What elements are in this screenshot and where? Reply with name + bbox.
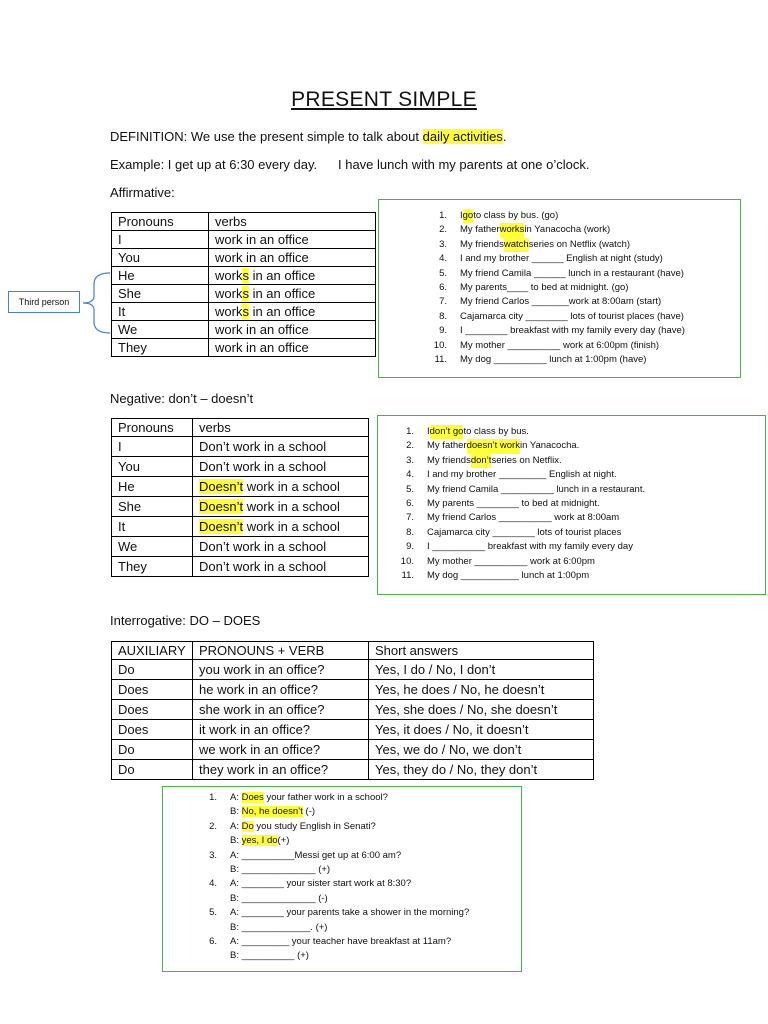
item-highlight: watch <box>504 238 529 252</box>
header-cell: Pronouns <box>112 213 209 231</box>
item-text: to class by bus. <box>463 426 529 437</box>
table-row <box>112 303 376 321</box>
answer-text: B: ______________ (+) <box>230 864 331 876</box>
item-text: Cajamarca city ________ lots of tourist places <box>427 526 622 538</box>
answer-text: B: ______________ (-) <box>230 892 328 904</box>
answer-highlight: No, he doesn’t <box>241 806 303 818</box>
item-number: 8. <box>439 310 447 322</box>
item-number: 6. <box>439 282 447 294</box>
verb-cell <box>209 321 376 339</box>
definition-highlight: daily activities <box>422 129 503 144</box>
definition-prefix: DEFINITION: We use the present simple to talk about <box>110 129 423 144</box>
third-person-bracket <box>80 270 112 336</box>
answer-line <box>205 949 521 963</box>
item-text: My friend Camila ______ lunch in a restaurant (have) <box>460 267 684 279</box>
pronoun-cell: We <box>112 321 209 339</box>
verb-ending-highlight: s <box>242 286 249 301</box>
auxiliary-cell: Does <box>112 720 193 740</box>
verb-cell <box>193 437 369 457</box>
item-text: My father <box>427 440 467 452</box>
verb-cell <box>193 537 369 557</box>
pronoun-cell: He <box>112 267 209 285</box>
negative-exercise-box <box>377 415 766 595</box>
list-item <box>400 555 765 569</box>
list-item <box>431 324 740 338</box>
table-row <box>112 740 594 760</box>
item-text: My dog ___________ lunch at 1:00pm <box>427 570 590 582</box>
verb-text: work <box>215 286 243 301</box>
item-number: 10. <box>400 555 414 567</box>
list-item <box>400 526 765 540</box>
question-text: A: <box>230 820 242 832</box>
item-text: I and my brother ______ English at night (study) <box>460 253 663 265</box>
item-number: 2. <box>439 224 447 236</box>
item-text: I and my brother _________ English at night. <box>427 469 617 481</box>
pronoun-cell: They <box>112 557 193 577</box>
header-cell: Pronouns <box>112 419 193 437</box>
question-highlight: Does <box>241 792 264 803</box>
negative-heading: Negative: don’t – doesn’t <box>110 391 254 406</box>
item-number: 1. <box>209 792 217 803</box>
item-highlight: go <box>463 209 474 223</box>
item-number: 3. <box>439 238 447 250</box>
verb-cell <box>193 557 369 577</box>
table-row <box>112 231 376 249</box>
answer-line <box>205 921 521 935</box>
list-item <box>431 339 740 353</box>
pronoun-cell: She <box>112 497 193 517</box>
question-line <box>205 906 521 920</box>
question-text: A: __________Messi get up at 6:00 am? <box>230 849 402 861</box>
item-text: I __________ breakfast with my family every day <box>427 541 633 553</box>
item-highlight: doesn’t work <box>467 439 520 453</box>
item-text: My parents____ to bed at midnight. (go) <box>460 282 629 294</box>
question-text: A: <box>230 792 242 803</box>
item-number: 5. <box>406 483 414 495</box>
verb-ending-highlight: s <box>242 304 249 319</box>
item-text: My friend Carlos __________ work at 8:00am <box>427 512 620 524</box>
pronoun-cell: They <box>112 339 209 357</box>
table-header-row <box>112 642 594 660</box>
pronoun-cell: You <box>112 457 193 477</box>
answer-line <box>205 834 521 848</box>
answer-text: B: __________ (+) <box>230 950 309 962</box>
item-highlight: don’t <box>471 454 492 468</box>
question-text: A: ________ your sister start work at 8:30? <box>230 878 412 890</box>
question-line <box>205 820 521 834</box>
pronoun-cell: I <box>112 437 193 457</box>
item-number: 3. <box>209 849 217 861</box>
list-item <box>400 483 765 497</box>
answer-line <box>205 805 521 819</box>
item-text: I <box>460 210 463 221</box>
list-item <box>400 454 765 468</box>
short-answer-cell: Yes, it does / No, it doesn’t <box>369 720 594 740</box>
answer-line <box>205 863 521 877</box>
question-line <box>205 849 521 863</box>
verb-text: Don’t work in a school <box>199 559 327 574</box>
verb-text: Don’t work in a school <box>199 459 327 474</box>
item-number: 5. <box>209 907 217 919</box>
list-item <box>205 935 521 964</box>
verb-cell <box>209 231 376 249</box>
list-item <box>431 209 740 223</box>
table-row <box>112 700 594 720</box>
list-item <box>400 439 765 453</box>
list-item <box>205 849 521 878</box>
affirmative-exercise-box <box>378 199 741 378</box>
short-answer-cell: Yes, we do / No, we don’t <box>369 740 594 760</box>
affirmative-exercise-list <box>431 209 740 367</box>
list-item <box>205 877 521 906</box>
table-row <box>112 437 369 457</box>
list-item <box>431 281 740 295</box>
item-number: 11. <box>434 354 447 366</box>
auxiliary-cell: Do <box>112 740 193 760</box>
verb-text: work in a school <box>243 479 340 494</box>
pronoun-cell: He <box>112 477 193 497</box>
verb-text: work <box>215 268 243 283</box>
item-number: 4. <box>406 469 414 481</box>
verb-text: in an office <box>248 304 316 319</box>
table-row <box>112 660 594 680</box>
table-row <box>112 321 376 339</box>
item-text: in Yanacocha (work) <box>524 224 611 236</box>
item-number: 4. <box>209 878 217 890</box>
item-text: My parents ________ to bed at midnight. <box>427 498 600 510</box>
item-number: 6. <box>406 498 414 510</box>
item-number: 1. <box>439 210 447 221</box>
answer-text: B: _____________. (+) <box>230 921 328 933</box>
table-row <box>112 760 594 780</box>
example-line-1: Example: I get up at 6:30 every day. <box>110 157 318 172</box>
list-item <box>431 238 740 252</box>
table-row <box>112 457 369 477</box>
item-text: series on Netflix. <box>491 454 562 466</box>
item-number: 11. <box>401 570 414 582</box>
auxiliary-cell: Do <box>112 760 193 780</box>
question-cell: they work in an office? <box>193 760 369 780</box>
header-cell: verbs <box>193 419 369 437</box>
item-text: My friend Camila __________ lunch in a restaurant. <box>427 483 646 495</box>
verb-cell <box>209 249 376 267</box>
interrogative-table <box>111 641 594 780</box>
item-number: 5. <box>439 267 447 279</box>
question-cell: we work in an office? <box>193 740 369 760</box>
header-cell: verbs <box>209 213 376 231</box>
item-text: I ________ breakfast with my family every day (have) <box>460 325 685 337</box>
table-row <box>112 517 369 537</box>
verb-text: work in an office <box>215 232 309 247</box>
table-row <box>112 497 369 517</box>
verb-cell <box>209 285 376 303</box>
verb-text: in an office <box>248 286 316 301</box>
question-text: your father work in a school? <box>263 792 388 803</box>
pronoun-cell: She <box>112 285 209 303</box>
verb-text: in an office <box>248 268 316 283</box>
item-number: 9. <box>406 541 414 553</box>
item-text: My dog __________ lunch at 1:00pm (have) <box>460 354 647 366</box>
item-text: I <box>427 426 430 437</box>
list-item <box>431 295 740 309</box>
example-line-2: I have lunch with my parents at one o’clock. <box>338 157 590 172</box>
table-row <box>112 680 594 700</box>
answer-line <box>205 892 521 906</box>
pronoun-cell: It <box>112 517 193 537</box>
question-cell: it work in an office? <box>193 720 369 740</box>
item-number: 10. <box>433 339 447 351</box>
short-answer-cell: Yes, they do / No, they don’t <box>369 760 594 780</box>
answer-text: B: <box>230 806 242 818</box>
definition-line <box>110 129 506 144</box>
list-item <box>205 791 521 820</box>
verb-cell <box>193 497 369 517</box>
list-item <box>400 468 765 482</box>
item-number: 6. <box>209 936 217 948</box>
verb-cell <box>193 477 369 497</box>
list-item <box>400 569 765 583</box>
definition-suffix: . <box>502 129 507 144</box>
header-cell: Short answers <box>369 642 594 660</box>
interrogative-exercise-box <box>162 786 522 972</box>
list-item <box>431 223 740 237</box>
question-cell: she work in an office? <box>193 700 369 720</box>
verb-text: work in a school <box>243 519 340 534</box>
pronoun-cell: You <box>112 249 209 267</box>
verb-highlight: Doesn’t <box>199 519 244 534</box>
question-text: A: _________ your teacher have breakfast at 11am? <box>230 936 452 948</box>
list-item <box>431 310 740 324</box>
page-title: PRESENT SIMPLE <box>291 88 477 111</box>
verb-text: work in an office <box>215 250 309 265</box>
answer-text: (+) <box>277 835 290 847</box>
list-item <box>400 497 765 511</box>
verb-text: work in a school <box>243 499 340 514</box>
verb-highlight: Doesn’t <box>199 499 244 514</box>
answer-text: B: <box>230 835 242 847</box>
item-number: 8. <box>406 526 414 538</box>
list-item <box>205 820 521 849</box>
auxiliary-cell: Does <box>112 680 193 700</box>
item-text: My friends <box>427 454 471 466</box>
item-text: My father <box>460 224 500 236</box>
item-number: 7. <box>406 512 414 524</box>
verb-cell <box>193 517 369 537</box>
question-cell: he work in an office? <box>193 680 369 700</box>
question-cell: you work in an office? <box>193 660 369 680</box>
item-number: 2. <box>406 440 414 452</box>
item-number: 4. <box>439 253 447 265</box>
answer-highlight: yes, I do <box>241 835 278 847</box>
question-text: A: ________ your parents take a shower in the morning? <box>230 907 470 919</box>
list-item <box>431 252 740 266</box>
verb-highlight: Doesn’t <box>199 479 244 494</box>
table-row <box>112 339 376 357</box>
item-highlight: don’t go <box>430 425 464 439</box>
item-text: in Yanacocha. <box>519 440 580 452</box>
list-item <box>400 425 765 439</box>
auxiliary-cell: Do <box>112 660 193 680</box>
table-header-row <box>112 419 369 437</box>
verb-cell <box>193 457 369 477</box>
verb-ending-highlight: s <box>242 268 249 283</box>
header-cell: PRONOUNS + VERB <box>193 642 369 660</box>
item-number: 7. <box>439 296 447 308</box>
item-number: 3. <box>406 454 414 466</box>
pronoun-cell: It <box>112 303 209 321</box>
item-highlight: works <box>500 223 525 237</box>
verb-cell <box>209 339 376 357</box>
verb-cell <box>209 303 376 321</box>
list-item <box>400 540 765 554</box>
short-answer-cell: Yes, he does / No, he doesn’t <box>369 680 594 700</box>
negative-table <box>111 418 369 577</box>
third-person-label: Third person <box>8 291 80 313</box>
table-row <box>112 249 376 267</box>
question-line <box>205 935 521 949</box>
item-number: 2. <box>209 820 217 832</box>
table-row <box>112 537 369 557</box>
table-row <box>112 557 369 577</box>
auxiliary-cell: Does <box>112 700 193 720</box>
list-item <box>400 511 765 525</box>
item-text: to class by bus. (go) <box>473 210 559 221</box>
pronoun-cell: We <box>112 537 193 557</box>
verb-text: Don’t work in a school <box>199 539 327 554</box>
item-number: 9. <box>439 325 447 337</box>
item-text: My friends <box>460 238 504 250</box>
item-text: My mother __________ work at 6:00pm (finish) <box>460 339 660 351</box>
verb-cell <box>209 267 376 285</box>
item-text: My friend Carlos _______work at 8:00am (start) <box>460 296 662 308</box>
pronoun-cell: I <box>112 231 209 249</box>
table-row <box>112 285 376 303</box>
verb-text: work in an office <box>215 340 309 355</box>
question-line <box>205 877 521 891</box>
answer-text: (-) <box>302 806 316 818</box>
table-row <box>112 267 376 285</box>
verb-text: work <box>215 304 243 319</box>
verb-text: Don’t work in a school <box>199 439 327 454</box>
short-answer-cell: Yes, I do / No, I don’t <box>369 660 594 680</box>
question-highlight: Do <box>241 820 254 832</box>
negative-exercise-list <box>400 425 765 583</box>
item-text: My mother __________ work at 6:00pm <box>427 555 595 567</box>
affirmative-table <box>111 212 376 357</box>
affirmative-heading: Affirmative: <box>110 185 175 200</box>
interrogative-heading: Interrogative: DO – DOES <box>110 613 261 628</box>
item-text: Cajamarca city ________ lots of tourist places (have) <box>460 310 684 322</box>
header-cell: AUXILIARY <box>112 642 193 660</box>
list-item <box>431 267 740 281</box>
table-row <box>112 477 369 497</box>
question-text: you study English in Senati? <box>253 820 376 832</box>
table-header-row <box>112 213 376 231</box>
table-row <box>112 720 594 740</box>
list-item <box>205 906 521 935</box>
verb-text: work in an office <box>215 322 309 337</box>
item-text: series on Netflix (watch) <box>528 238 631 250</box>
list-item <box>431 353 740 367</box>
item-number: 1. <box>406 426 414 437</box>
question-line <box>205 791 521 805</box>
short-answer-cell: Yes, she does / No, she doesn’t <box>369 700 594 720</box>
